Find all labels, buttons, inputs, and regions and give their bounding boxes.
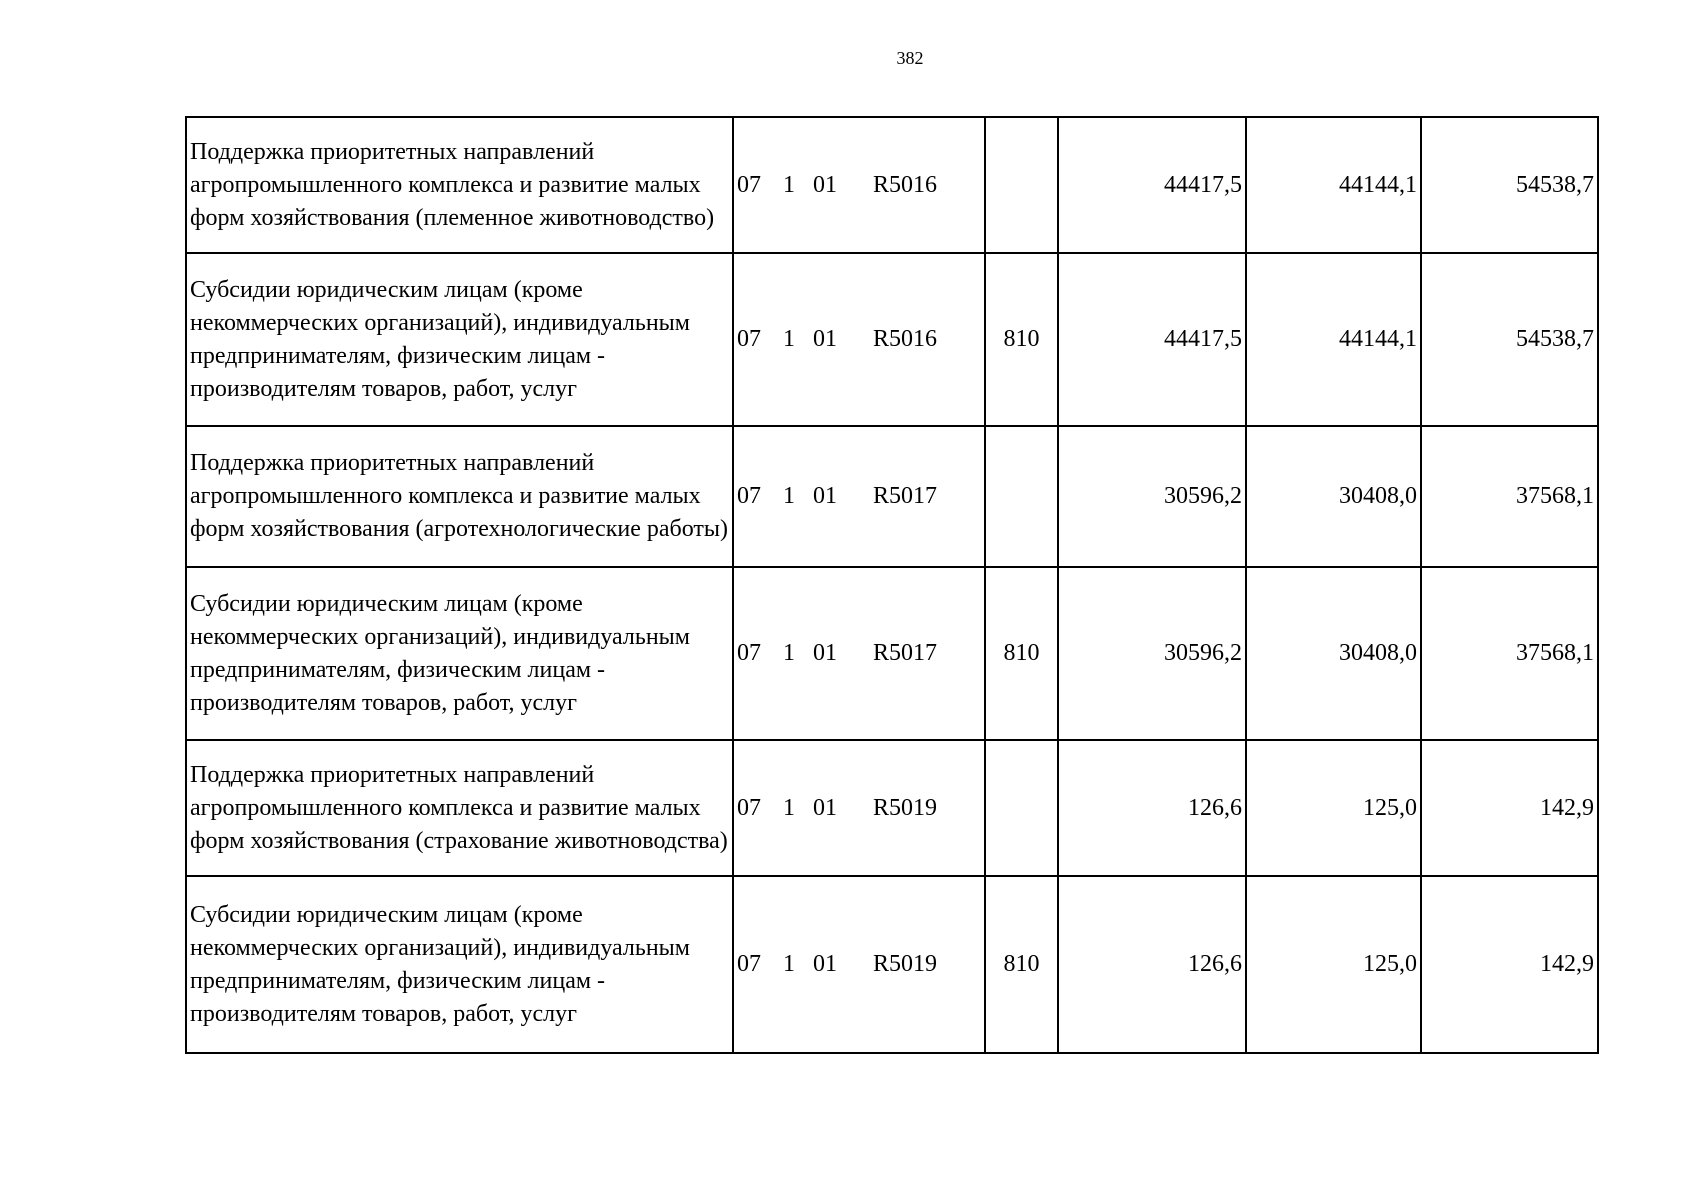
target-code: R5017 <box>873 640 938 666</box>
amount-year1: 44417,5 <box>1058 117 1246 253</box>
amount-year3: 142,9 <box>1421 740 1598 876</box>
amount-year2: 30408,0 <box>1246 567 1421 740</box>
amount-year3: 37568,1 <box>1421 567 1598 740</box>
section-code: 07 <box>737 483 761 509</box>
amount-year1: 44417,5 <box>1058 253 1246 426</box>
expense-type-code <box>985 740 1058 876</box>
amount-year2: 125,0 <box>1246 876 1421 1053</box>
subprogram-code: 1 <box>783 951 795 977</box>
section-code: 07 <box>737 326 761 352</box>
budget-table <box>185 116 1599 1054</box>
page-number: 382 <box>896 48 924 68</box>
target-code: R5019 <box>873 794 938 821</box>
group-code: 01 <box>813 640 837 666</box>
amount-year1: 126,6 <box>1058 876 1246 1053</box>
expense-type-code: 810 <box>985 876 1058 1053</box>
section-code: 07 <box>737 794 761 821</box>
subprogram-code: 1 <box>783 483 795 509</box>
amount-year3: 54538,7 <box>1421 117 1598 253</box>
expense-type-code: 810 <box>985 253 1058 426</box>
table-row <box>186 426 1598 567</box>
target-code: R5019 <box>873 951 938 977</box>
table-row <box>186 876 1598 1053</box>
expense-type-code: 810 <box>985 567 1058 740</box>
subprogram-code: 1 <box>783 794 795 821</box>
row-description: Субсидии юридическим лицам (кроме некоммерческих организаций), индивидуальным предпринимателям, физическим лицам - производителям товаров, работ, услуг <box>186 876 733 1053</box>
table-row <box>186 117 1598 253</box>
classification-codes <box>733 253 985 426</box>
subprogram-code: 1 <box>783 171 795 198</box>
section-code: 07 <box>737 640 761 666</box>
expense-type-code <box>985 117 1058 253</box>
section-code: 07 <box>737 951 761 977</box>
amount-year3: 37568,1 <box>1421 426 1598 567</box>
amount-year1: 126,6 <box>1058 740 1246 876</box>
group-code: 01 <box>813 951 837 977</box>
amount-year1: 30596,2 <box>1058 567 1246 740</box>
row-description: Субсидии юридическим лицам (кроме некоммерческих организаций), индивидуальным предпринимателям, физическим лицам - производителям товаров, работ, услуг <box>186 253 733 426</box>
classification-codes <box>733 426 985 567</box>
table-row <box>186 253 1598 426</box>
classification-codes <box>733 740 985 876</box>
group-code: 01 <box>813 483 837 509</box>
classification-codes <box>733 117 985 253</box>
row-description: Поддержка приоритетных направлений агропромышленного комплекса и развитие малых форм хозяйствования (агротехнологические работы) <box>186 426 733 567</box>
group-code: 01 <box>813 171 837 198</box>
group-code: 01 <box>813 794 837 821</box>
classification-codes <box>733 567 985 740</box>
target-code: R5017 <box>873 483 938 509</box>
expense-type-code <box>985 426 1058 567</box>
row-description: Поддержка приоритетных направлений агропромышленного комплекса и развитие малых форм хозяйствования (племенное животноводство) <box>186 117 733 253</box>
subprogram-code: 1 <box>783 640 795 666</box>
amount-year2: 44144,1 <box>1246 253 1421 426</box>
subprogram-code: 1 <box>783 326 795 352</box>
amount-year3: 54538,7 <box>1421 253 1598 426</box>
row-description: Поддержка приоритетных направлений агропромышленного комплекса и развитие малых форм хозяйствования (страхование животноводства) <box>186 740 733 876</box>
amount-year2: 30408,0 <box>1246 426 1421 567</box>
amount-year2: 125,0 <box>1246 740 1421 876</box>
row-description: Субсидии юридическим лицам (кроме некоммерческих организаций), индивидуальным предпринимателям, физическим лицам - производителям товаров, работ, услуг <box>186 567 733 740</box>
classification-codes <box>733 876 985 1053</box>
target-code: R5016 <box>873 171 938 198</box>
table-row <box>186 567 1598 740</box>
amount-year3: 142,9 <box>1421 876 1598 1053</box>
group-code: 01 <box>813 326 837 352</box>
amount-year2: 44144,1 <box>1246 117 1421 253</box>
target-code: R5016 <box>873 326 938 352</box>
amount-year1: 30596,2 <box>1058 426 1246 567</box>
section-code: 07 <box>737 171 761 198</box>
table-row <box>186 740 1598 876</box>
